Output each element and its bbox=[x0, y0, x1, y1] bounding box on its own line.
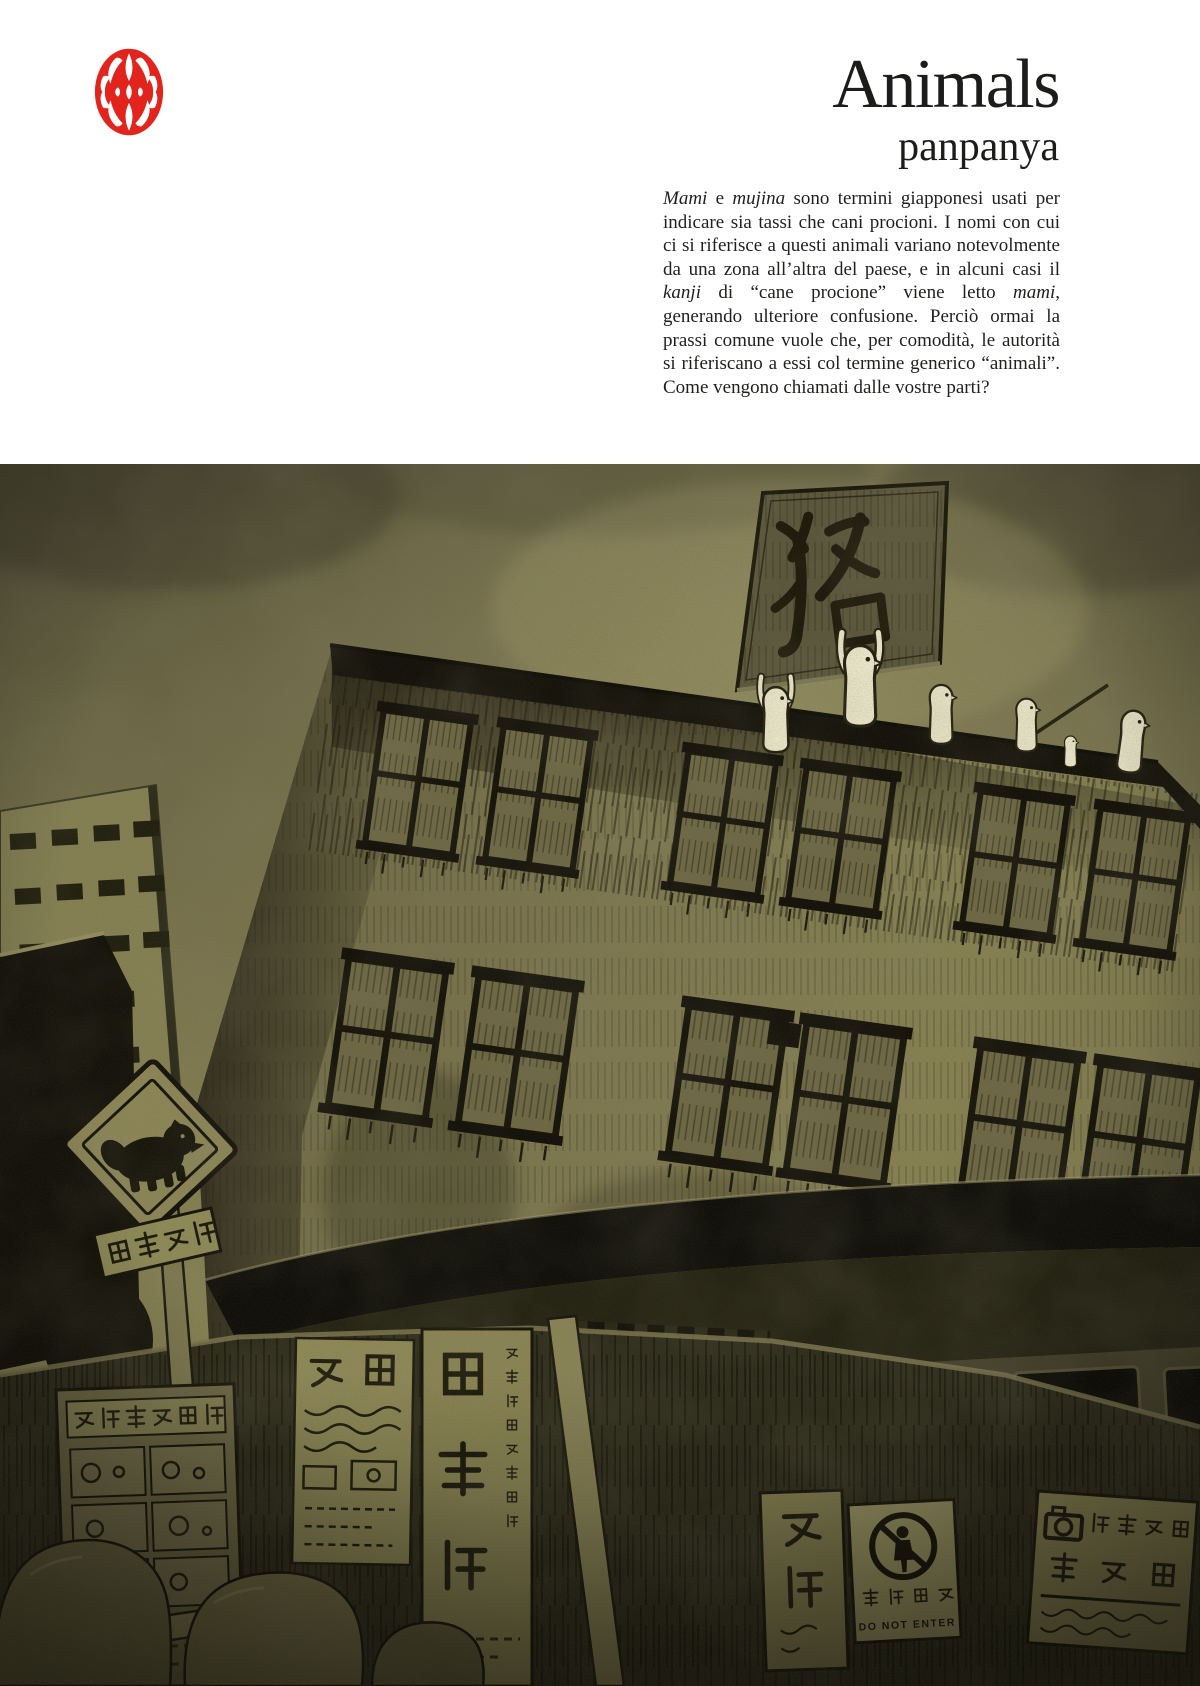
title-block bbox=[832, 48, 1059, 170]
book-title: Animals bbox=[832, 46, 1059, 123]
paper-grain-texture bbox=[0, 464, 1200, 1686]
publisher-logo-icon bbox=[94, 46, 164, 138]
book-author: panpanya bbox=[898, 124, 1059, 170]
page-header bbox=[0, 0, 1200, 464]
cover-illustration bbox=[0, 464, 1200, 1686]
intro-paragraph: Mami e mujina sono termini giapponesi usati per indicare sia tassi che cani procioni. I nomi con cui ci si riferisce a questi animali variano notevolmente da una zona all’altra del paese, e in alcuni casi il kanji di “cane procione” viene letto mami, generando ulteriore confusione. Perciò ormai la prassi comune vuole che, per comodità, le autorità si riferiscano a essi col termine generico “animali”. Come vengono chiamati dalle vostre parti? bbox=[663, 188, 1061, 398]
